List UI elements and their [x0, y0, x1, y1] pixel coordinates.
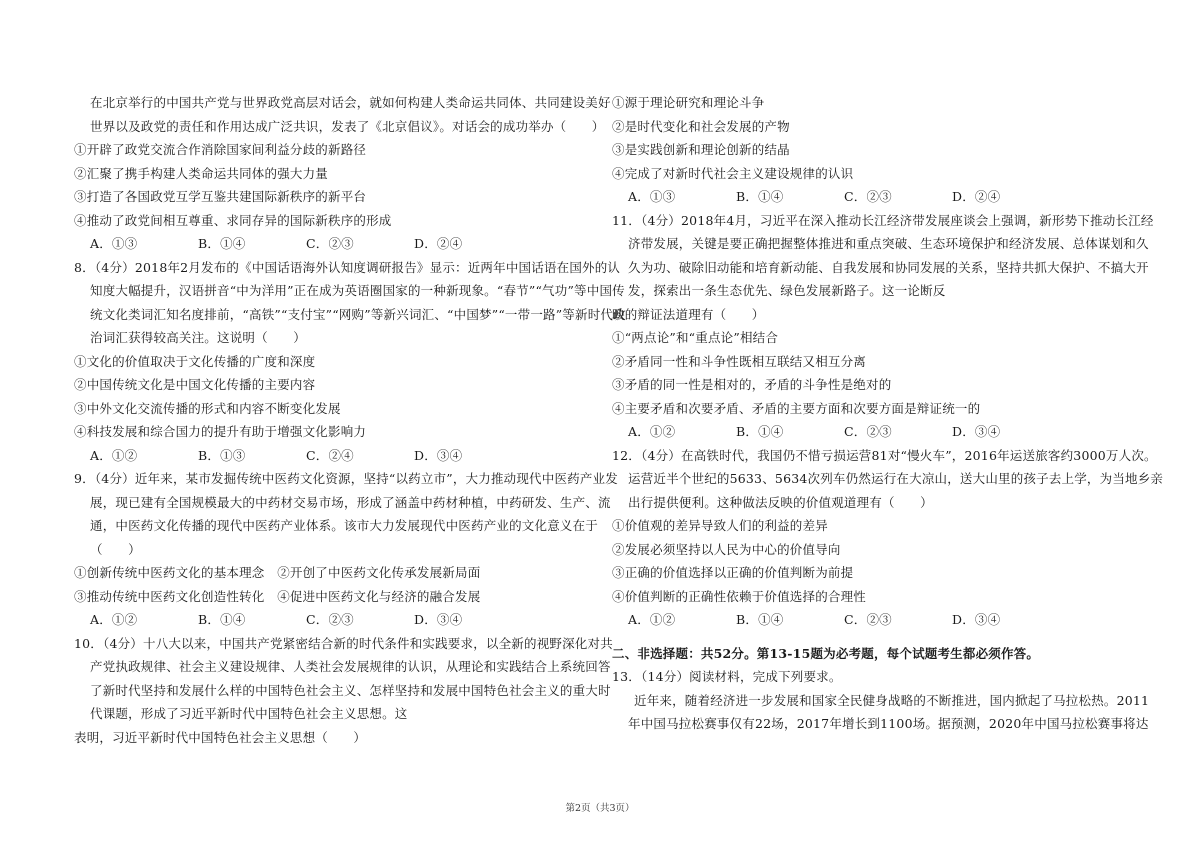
q7-option-d: D．②④: [414, 236, 463, 251]
q10-item: ③是实践创新和理论创新的结晶: [612, 142, 790, 157]
q8-options: [74, 444, 609, 468]
q10-item: ②是时代变化和社会发展的产物: [612, 118, 790, 134]
intro-line: 在北京举行的中国共产党与世界政党高层对话会，就如何构建人类命运共同体、共同建设美好: [90, 95, 611, 110]
q8-item: ②中国传统文化是中国文化传播的主要内容: [74, 377, 316, 392]
q11-option-d: D．③④: [952, 424, 1001, 439]
q11-stem-line: 11．（4分）2018年4月，习近平在深入推动长江经济带发展座谈会上强调，新形势下推动长江经: [612, 212, 1154, 228]
q9-item: ①创新传统中医药文化的基本理念 ②开创了中医药文化传承发展新局面: [74, 565, 481, 580]
q10-stem-line: 产党执政规律、社会主义建设规律、人类社会发展规律的认识，从理论和实践结合上系统回答: [90, 659, 611, 674]
q12-item: ③正确的价值选择以正确的价值判断为前提: [612, 565, 854, 580]
q7-item: ③打造了各国政党互学互鉴共建国际新秩序的新平台: [74, 189, 367, 204]
section-heading: 二、非选择题：共52分。第13-15题为必考题，每个试题考生都必须作答。: [612, 645, 1040, 661]
q12-option-a: A．①②: [628, 612, 676, 627]
q11-item: ②矛盾同一性和斗争性既相互联结又相互分离: [612, 353, 867, 369]
q9-stem-line: （ ）: [90, 541, 141, 557]
q7-item: ②汇聚了携手构建人类命运共同体的强大力量: [74, 165, 329, 181]
q10-stem-line: 代课题，形成了习近平新时代中国特色社会主义思想。这: [90, 706, 408, 721]
q12-stem-line: 12．（4分）在高铁时代，我国仍不惜亏损运营81对“慢火车”，2016年运送旅客约3000万人次。: [612, 447, 1157, 463]
q10-item: ①源于理论研究和理论斗争: [612, 95, 765, 110]
q8-option-d: D．③④: [414, 447, 463, 463]
q12-item: ①价值观的差异导致人们的利益的差异: [612, 518, 828, 533]
q12-option-d: D．③④: [952, 612, 1001, 627]
left-column: [74, 91, 626, 749]
q9-stem-line: 通，中医药文化传播的现代中医药产业体系。该市大力发展现代中医药产业的文化意义在于: [90, 518, 599, 533]
q12-item: ④价值判断的正确性依赖于价值选择的合理性: [612, 588, 867, 604]
q9-item: ③推动传统中医药文化创造性转化 ④促进中医药文化与经济的融合发展: [74, 588, 481, 604]
q7-item: ④推动了政党间相互尊重、求同存异的国际新秩序的形成: [74, 212, 392, 228]
q13-passage-line: 年中国马拉松赛事仅有22场，2017年增长到1100场。据预测，2020年中国马拉松赛事将达: [628, 716, 1149, 731]
q12-stem-line: 运营近半个世纪的5633、5634次列车仍然运行在大凉山，送大山里的孩子去上学，为当地乡亲: [628, 471, 1164, 486]
q11-item: ③矛盾的同一性是相对的，矛盾的斗争性是绝对的: [612, 377, 892, 392]
q9-option-d: D．③④: [414, 612, 463, 627]
q9-stem-line: 展，现已建有全国规模最大的中药材交易市场，形成了涵盖中药材种植，中药研发、生产、流: [90, 494, 611, 510]
q10-options: [612, 185, 1142, 209]
right-column: [612, 91, 1164, 736]
intro-line: 世界以及政党的责任和作用达成广泛共识，发表了《北京倡议》。对话会的成功举办（ ）: [90, 118, 605, 134]
page-footer: 第2页（共3页）: [565, 803, 635, 814]
q11-option-a: A．①②: [628, 424, 676, 439]
q11-stem-line: 久为功、破除旧动能和培育新动能、自我发展和协同发展的关系，坚持共抓大保护、不搞大开: [628, 259, 1149, 275]
q8-stem-line: 知度大幅提升，汉语拼音“中为洋用”正在成为英语圈国家的一种新现象。“春节”“气功”等中国传: [90, 283, 625, 298]
q10-stem-tail: 表明，习近平新时代中国特色社会主义思想（ ）: [74, 729, 367, 745]
q12-stem-line: 出行提供便利。这种做法反映的价值观道理有（ ）: [628, 494, 933, 510]
q8-stem-line: 治词汇获得较高关注。这说明（ ）: [90, 330, 306, 345]
q9-option-a: A．①②: [90, 612, 138, 627]
q9-stem-line: 9．（4分）近年来，某市发掘传统中医药文化资源，坚持“以药立市”，大力推动现代中医药产业发: [74, 471, 618, 486]
q11-item: ④主要矛盾和次要矛盾、矛盾的主要方面和次要方面是辩证统一的: [612, 400, 981, 416]
q11-option-c: C．②③: [844, 424, 892, 439]
q8-stem-line: 统文化类词汇知名度排前，“高铁”“支付宝”“网购”等新兴词汇、“中国梦”“一带一路”等新时代政: [90, 306, 626, 322]
q10-option-a: A．①③: [628, 189, 676, 204]
q11-item: ①“两点论”和“重点论”相结合: [612, 330, 779, 345]
q13-title: 13．（14分）阅读材料，完成下列要求。: [612, 669, 842, 684]
q8-option-c: C．②④: [306, 447, 354, 463]
q8-item: ④科技发展和综合国力的提升有助于增强文化影响力: [74, 424, 367, 439]
q9-option-b: B．①④: [198, 612, 246, 627]
q8-item: ③中外文化交流传播的形式和内容不断变化发展: [74, 400, 341, 416]
q9-options: [74, 608, 609, 632]
q12-option-b: B．①④: [736, 612, 784, 627]
q10-item: ④完成了对新时代社会主义建设规律的认识: [612, 165, 854, 181]
q12-item: ②发展必须坚持以人民为中心的价值导向: [612, 541, 841, 557]
q10-option-d: D．②④: [952, 189, 1001, 204]
q11-stem-line: 发，探索出一条生态优先、绿色发展新路子。这一论断反: [628, 283, 946, 298]
q8-item: ①文化的价值取决于文化传播的广度和深度: [74, 353, 316, 369]
q8-option-a: A．①②: [90, 447, 138, 463]
q7-item: ①开辟了政党交流合作消除国家间利益分歧的新路径: [74, 142, 367, 157]
q10-option-c: C．②③: [844, 189, 892, 204]
q11-option-b: B．①④: [736, 424, 784, 439]
q10-option-b: B．①④: [736, 189, 784, 204]
q8-stem-line: 8．（4分）2018年2月发布的《中国话语海外认知度调研报告》显示：近两年中国话语在国外的认: [74, 259, 621, 275]
q7-options: [74, 232, 609, 256]
q12-options: [612, 608, 1142, 632]
q10-stem-line: 10．（4分）十八大以来，中国共产党紧密结合新的时代条件和实践要求，以全新的视野深化对共: [74, 635, 613, 651]
q10-stem-line: 了新时代坚持和发展什么样的中国特色社会主义、怎样坚持和发展中国特色社会主义的重大时: [90, 682, 611, 698]
q11-stem-tail: 映的辩证法道理有（ ）: [612, 306, 765, 322]
q7-option-b: B．①④: [198, 236, 246, 251]
q8-option-b: B．①③: [198, 447, 246, 463]
q12-option-c: C．②③: [844, 612, 892, 627]
q7-option-a: A．①③: [90, 236, 138, 251]
q9-option-c: C．②③: [306, 612, 354, 627]
q7-option-c: C．②③: [306, 236, 354, 251]
q13-passage-line: 近年来，随着经济进一步发展和国家全民健身战略的不断推进，国内掀起了马拉松热。2011: [634, 692, 1150, 708]
q11-options: [612, 420, 1142, 444]
q11-stem-line: 济带发展，关键是要正确把握整体推进和重点突破、生态环境保护和经济发展、总体谋划和久: [628, 236, 1149, 251]
